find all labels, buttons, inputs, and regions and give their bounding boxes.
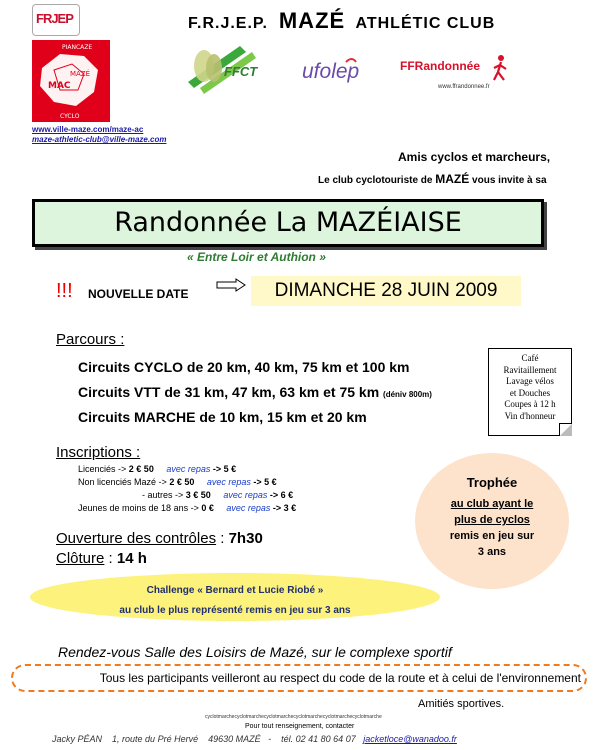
price-row-price: 2 € 50 [128, 464, 154, 474]
price-row-repas-price: -> 5 € [253, 477, 277, 487]
frjep-logo [32, 4, 80, 36]
maze-club-logo [32, 40, 110, 122]
price-row [78, 464, 236, 474]
signoff: Amitiés sportives. [418, 698, 505, 710]
circuit-cyclo: Circuits CYCLO de 20 km, 40 km, 75 km et 100 km [78, 359, 410, 375]
event-date: DIMANCHE 28 JUIN 2009 [251, 276, 521, 306]
closing-label: Clôture [56, 550, 105, 567]
header-club: MAZÉ [278, 8, 346, 33]
ufolep-icon [300, 52, 382, 92]
opening-label: Ouverture des contrôles [56, 530, 217, 547]
price-row [78, 477, 277, 487]
service-item: Ravitaillement [503, 364, 557, 375]
ffrandonnee-logo [398, 52, 513, 96]
price-row-repas-price: -> 6 € [269, 490, 294, 500]
event-title-box [32, 199, 544, 247]
trophy-circle [415, 453, 569, 589]
footer-info: Pour tout renseignement, contacter [245, 723, 355, 730]
event-subtitle: « Entre Loir et Authion » [187, 250, 326, 264]
contact-address: 1, route du Pré Hervé [112, 734, 199, 744]
intro-invite [318, 172, 547, 186]
service-item: et Douches [509, 387, 551, 398]
intro-invite-club: MAZÉ [435, 172, 470, 186]
club-header [188, 8, 495, 34]
circuit-vtt [78, 384, 432, 400]
club-logo-left: MAC [48, 81, 71, 91]
services-box [488, 348, 572, 436]
intro-invite-after: vous invite à sa [469, 175, 547, 186]
opening-time: Ouverture des contrôles : 7h30 [56, 530, 263, 547]
challenge-line1: Challenge « Bernard et Lucie Riobé » [146, 585, 324, 596]
respect-text: Tous les participants veilleront au respect du code de la route et à celui de l'environnement [99, 671, 581, 685]
price-row-label: Jeunes de moins de 18 ans -> [78, 503, 199, 513]
price-row-label: Non licenciés Mazé -> [78, 477, 167, 487]
challenge-ellipse [30, 573, 440, 621]
challenge-line2: au club le plus représenté remis en jeu sur 3 ans [119, 605, 351, 616]
header-prefix: F.R.J.E.P. [188, 15, 268, 32]
closing-value: 14 h [116, 550, 147, 567]
ffr-url: www.ffrandonnee.fr [438, 84, 490, 90]
club-logo-mid: MAZÉ [70, 70, 91, 78]
circuit-vtt-text: Circuits VTT de 31 km, 47 km, 63 km et 75 km [78, 384, 380, 400]
parcours-heading [56, 331, 124, 348]
ufolep-text: ufolep [302, 60, 360, 83]
service-item: Lavage vélos [506, 376, 554, 386]
price-row [142, 490, 293, 500]
contact-name: Jacky PÉAN [52, 734, 103, 744]
trophy-title: Trophée [466, 475, 518, 490]
ffct-text: FFCT [224, 64, 258, 79]
service-item: Café [521, 353, 539, 363]
ffrandonnee-icon [398, 52, 513, 96]
club-logo-top: PIANCAZE [62, 44, 93, 51]
price-row-repas-price: -> 3 € [272, 503, 297, 513]
header-suffix: ATHLÉTIC CLUB [355, 15, 496, 32]
price-row-price: 0 € [201, 503, 214, 513]
exclamation-marks: !!! [56, 280, 73, 302]
ufolep-logo [300, 52, 382, 92]
event-title: Randonnée La MAZÉIAISE [114, 207, 462, 238]
price-row-repas: avec repas [226, 503, 271, 513]
trophy-line: plus de cyclos [454, 514, 530, 526]
opening-value: 7h30 [228, 530, 263, 547]
closing-time: Clôture : 14 h [56, 550, 147, 567]
ffr-text: FFRandonnée [400, 59, 480, 73]
price-row-label: - autres -> [142, 490, 184, 500]
footer-decoration: cyclotmarchecyclotmarchecyclotmarchecyclotmarchecyclotmarchecyclotmarche [205, 714, 382, 720]
parcours-heading-text: Parcours : [56, 331, 125, 348]
frjep-logo-text: FRJEP [36, 11, 73, 26]
club-email-link[interactable]: maze-athletic-club@ville-maze.com [32, 135, 167, 144]
service-item: Coupes à 12 h [504, 399, 556, 409]
price-row-repas: avec repas [223, 490, 268, 500]
intro-invite-before: Le club cyclotouriste de [318, 175, 436, 186]
inscriptions-heading [56, 444, 140, 461]
footer-contact: Jacky PÉAN 1, route du Pré Hervé 49630 MAZÉ - tél. 02 41 80 64 07 jacketloce@wanadoo.fr [52, 734, 457, 744]
rendezvous-text: Rendez-vous Salle des Loisirs de Mazé, sur le complexe sportif [58, 644, 452, 660]
trophy-line: 3 ans [477, 546, 507, 558]
club-logo-bottom: CYCLO [60, 113, 80, 120]
intro-greeting: Amis cyclos et marcheurs, [398, 150, 551, 164]
price-row [78, 503, 296, 513]
contact-city: 49630 MAZÉ [208, 734, 261, 744]
service-item: Vin d'honneur [504, 410, 556, 421]
respect-banner [11, 664, 587, 692]
circuit-vtt-note: (déniv 800m) [383, 390, 432, 399]
ffct-cyclists-icon [180, 38, 275, 98]
price-row-label: Licenciés -> [78, 464, 127, 474]
contact-tel: tél. 02 41 80 64 07 [281, 734, 356, 744]
page-fold-icon [559, 423, 572, 436]
price-row-repas: avec repas [166, 464, 211, 474]
ffct-logo [180, 38, 275, 98]
price-row-price: 3 € 50 [185, 490, 211, 500]
website-link[interactable]: www.ville-maze.com/maze-ac [32, 125, 144, 134]
circuit-marche: Circuits MARCHE de 10 km, 15 km et 20 km [78, 409, 367, 425]
club-map-icon [32, 40, 110, 122]
new-date-label: NOUVELLE DATE [88, 287, 189, 301]
price-row-repas-price: -> 5 € [212, 464, 237, 474]
trophy-line: au club ayant le [450, 498, 534, 510]
price-row-price: 2 € 50 [169, 477, 195, 487]
arrow-right-icon [216, 278, 246, 292]
trophy-line: remis en jeu sur [449, 530, 535, 542]
price-row-repas: avec repas [206, 477, 251, 487]
contact-email-link[interactable]: jacketloce@wanadoo.fr [363, 734, 457, 744]
inscriptions-heading-text: Inscriptions : [56, 444, 141, 461]
